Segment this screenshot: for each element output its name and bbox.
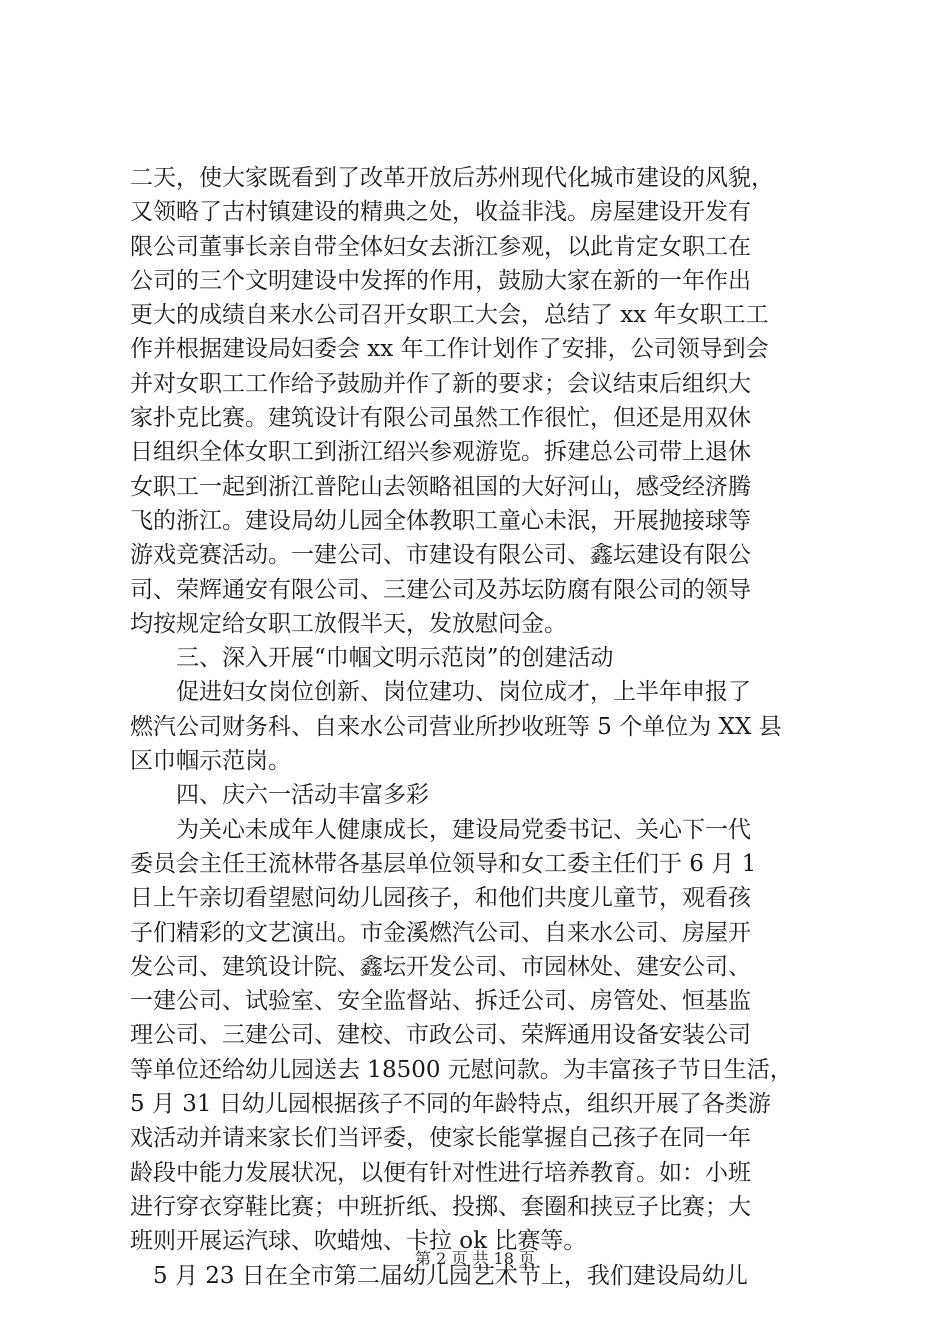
text-line: 并对女职工工作给予鼓励并作了新的要求；会议结束后组织大 <box>130 370 751 397</box>
text-line: 更大的成绩自来水公司召开女职工大会，总结了 xx 年女职工工 <box>130 302 769 329</box>
text-line: 作并根据建设局妇委会 xx 年工作计划作了安排，公司领导到会 <box>130 336 769 363</box>
page-footer: 第 2 页 共 18 页 <box>415 1249 535 1268</box>
text-line: 家扑克比赛。建筑设计有限公司虽然工作很忙，但还是用双休 <box>130 405 751 432</box>
text-line: 女职工一起到浙江普陀山去领略祖国的大好河山，感受经济腾 <box>130 473 751 500</box>
section-heading: 四、庆六一活动丰富多彩 <box>130 782 429 809</box>
text-line: 一建公司、试验室、安全监督站、拆迁公司、房管处、恒基监 <box>130 988 751 1015</box>
text-line: 公司的三个文明建设中发挥的作用，鼓励大家在新的一年作出 <box>130 267 751 294</box>
text-line: 委员会主任王流林带各基层单位领导和女工委主任们于 6 月 1 <box>130 850 757 877</box>
text-line: 又领略了古村镇建设的精典之处，收益非浅。房屋建设开发有 <box>130 199 751 226</box>
text-line: 燃汽公司财务科、自来水公司营业所抄收班等 5 个单位为 XX 县 <box>130 713 782 740</box>
text-line: 均按规定给女职工放假半天，发放慰问金。 <box>130 610 567 637</box>
text-line: 日上午亲切看望慰问幼儿园孩子，和他们共度儿童节，观看孩 <box>130 885 751 912</box>
text-line: 飞的浙江。建设局幼儿园全体教职工童心未泯，开展抛接球等 <box>130 507 751 534</box>
text-line: 5 月 23 日在全市第二届幼儿园艺术节上，我们建设局幼儿 <box>130 1262 748 1289</box>
text-line: 发公司、建筑设计院、鑫坛开发公司、市园林处、建安公司、 <box>130 953 751 980</box>
text-line: 龄段中能力发展状况，以便有针对性进行培养教育。如：小班 <box>130 1159 751 1186</box>
text-line: 二天，使大家既看到了改革开放后苏州现代化城市建设的风貌， <box>130 165 774 191</box>
text-line: 理公司、三建公司、建校、市政公司、荣辉通用设备安装公司 <box>130 1022 751 1049</box>
text-line: 进行穿衣穿鞋比赛；中班折纸、投掷、套圈和挟豆子比赛；大 <box>130 1193 751 1220</box>
text-line: 区巾帼示范岗。 <box>130 748 291 775</box>
text-line: 班则开展运汽球、吹蜡烛、卡拉 ok 比赛等。 <box>130 1228 587 1255</box>
text-line: 为关心未成年人健康成长，建设局党委书记、关心下一代 <box>130 816 751 843</box>
text-line: 子们精彩的文艺演出。市金溪燃汽公司、自来水公司、房屋开 <box>130 919 751 946</box>
text-line: 促进妇女岗位创新、岗位建功、岗位成才，上半年申报了 <box>130 679 751 706</box>
text-line: 5 月 31 日幼儿园根据孩子不同的年龄特点，组织开展了各类游 <box>130 1091 771 1118</box>
text-line: 戏活动并请来家长们当评委，使家长能掌握自己孩子在同一年 <box>130 1125 751 1152</box>
document-body <box>130 161 830 1293</box>
text-line: 限公司董事长亲自带全体妇女去浙江参观，以此肯定女职工在 <box>130 233 751 260</box>
text-line: 等单位还给幼儿园送去 18500 元慰问款。为丰富孩子节日生活， <box>130 1056 793 1083</box>
text-line: 日组织全体女职工到浙江绍兴参观游览。拆建总公司带上退休 <box>130 439 751 466</box>
section-heading: 三、深入开展“巾帼文明示范岗”的创建活动 <box>130 645 614 672</box>
text-line: 游戏竞赛活动。一建公司、市建设有限公司、鑫坛建设有限公 <box>130 542 751 569</box>
text-line: 司、荣辉通安有限公司、三建公司及苏坛防腐有限公司的领导 <box>130 576 751 603</box>
